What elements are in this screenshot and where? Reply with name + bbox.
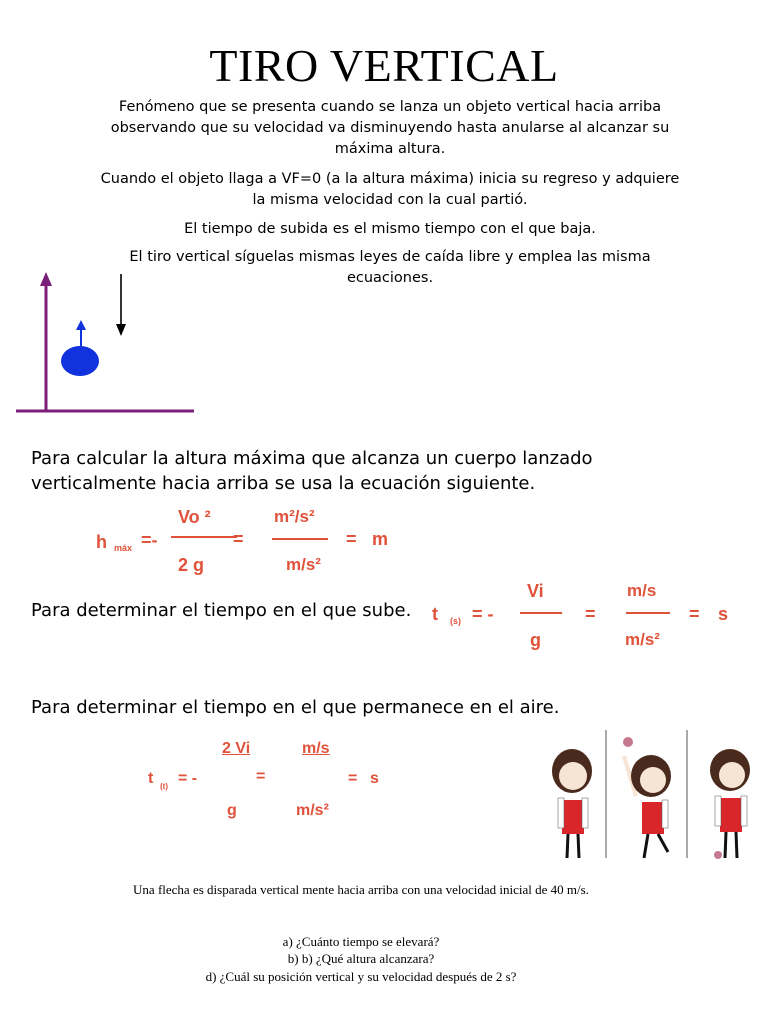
equation-hmax <box>96 505 416 580</box>
taire-equals-1: = <box>256 768 266 785</box>
tsub-numerator: Vi <box>527 581 544 601</box>
tsub-result: s <box>718 604 729 624</box>
intro-paragraph-3: El tiempo de subida es el mismo tiempo con el que baja. <box>184 221 596 237</box>
taire-unit-numerator: m/s <box>302 740 330 757</box>
taire-unit-denominator: m/s² <box>296 802 329 819</box>
tsub-unit-bar <box>626 612 670 614</box>
problem-statement: Una flecha es disparada vertical mente hacia arriba con una velocidad inicial de 40 m/s. <box>133 882 589 897</box>
tsub-operator: = - <box>472 604 494 624</box>
hmax-denominator: 2 g <box>178 555 205 575</box>
hmax-numerator: Vo ² <box>178 507 211 527</box>
gravity-arrowhead <box>116 324 126 336</box>
taire-numerator: 2 Vi <box>222 740 251 757</box>
character-panel-3 <box>710 749 750 859</box>
tsub-unit-numerator: m/s <box>627 581 657 600</box>
equation-tiempo-sube <box>430 578 750 658</box>
taire-subscript: (t) <box>160 782 168 791</box>
taire-result: s <box>370 770 379 787</box>
tsub-equals-2: = <box>689 604 700 624</box>
hmax-fraction-bar <box>171 536 237 538</box>
character-panel-1 <box>552 749 592 858</box>
tsub-unit-denominator: m/s² <box>625 630 660 649</box>
hmax-unit-numerator: m²/s² <box>274 507 315 526</box>
question-b: b) b) ¿Qué altura alcanzara? <box>287 951 435 966</box>
hmax-lhs: h <box>96 532 107 552</box>
hmax-result: m <box>372 529 389 549</box>
character-illustration <box>540 726 762 862</box>
ball-falling <box>714 851 722 859</box>
section-tiempo-sube-text: Para determinar el tiempo en el que sube. <box>31 600 412 621</box>
taire-denominator: g <box>227 802 237 819</box>
hmax-subscript: máx <box>114 543 133 553</box>
velocity-up-arrowhead <box>76 320 86 330</box>
question-d: d) ¿Cuál su posición vertical y su velocidad después de 2 s? <box>205 969 517 984</box>
tsub-lhs: t <box>432 604 438 624</box>
page-title: TIRO VERTICAL <box>209 40 559 91</box>
hmax-operator: =- <box>141 530 158 550</box>
hmax-unit-denominator: m/s² <box>286 555 321 574</box>
tsub-denominator: g <box>530 630 541 650</box>
ball <box>61 346 99 376</box>
tsub-equals-1: = <box>585 604 596 624</box>
equation-tiempo-aire <box>148 738 408 828</box>
taire-equals-2: = <box>348 770 358 787</box>
character-panel-2 <box>623 737 671 858</box>
taire-operator: = - <box>178 770 198 787</box>
intro-paragraph-1: Fenómeno que se presenta cuando se lanza un objeto vertical hacia arriba observando que su velocidad va disminuyendo hasta anularse al alcanzar su máxima altura. <box>110 99 670 157</box>
tsub-fraction-bar <box>520 612 562 614</box>
ball-thrown <box>623 737 633 747</box>
hmax-equals-2: = <box>346 529 357 549</box>
hmax-unit-bar <box>272 538 328 540</box>
question-a: a) ¿Cuánto tiempo se elevará? <box>282 934 440 949</box>
tsub-subscript: (s) <box>450 616 461 626</box>
hmax-equals-1: = <box>233 529 244 549</box>
section-altura-text: Para calcular la altura máxima que alcanza un cuerpo lanzado verticalmente hacia arriba se usa la ecuación siguiente. <box>31 448 593 494</box>
intro-paragraph-4: El tiro vertical síguelas mismas leyes de caída libre y emplea las misma ecuaciones. <box>129 249 651 286</box>
vertical-throw-diagram <box>14 268 204 418</box>
intro-paragraph-2: Cuando el objeto llaga a VF=0 (a la altura máxima) inicia su regreso y adquiere la misma velocidad con la cual partió. <box>100 171 680 208</box>
taire-lhs: t <box>148 770 154 787</box>
section-tiempo-aire-text: Para determinar el tiempo en el que permanece en el aire. <box>31 697 560 718</box>
vertical-axis-arrowhead <box>40 272 52 286</box>
